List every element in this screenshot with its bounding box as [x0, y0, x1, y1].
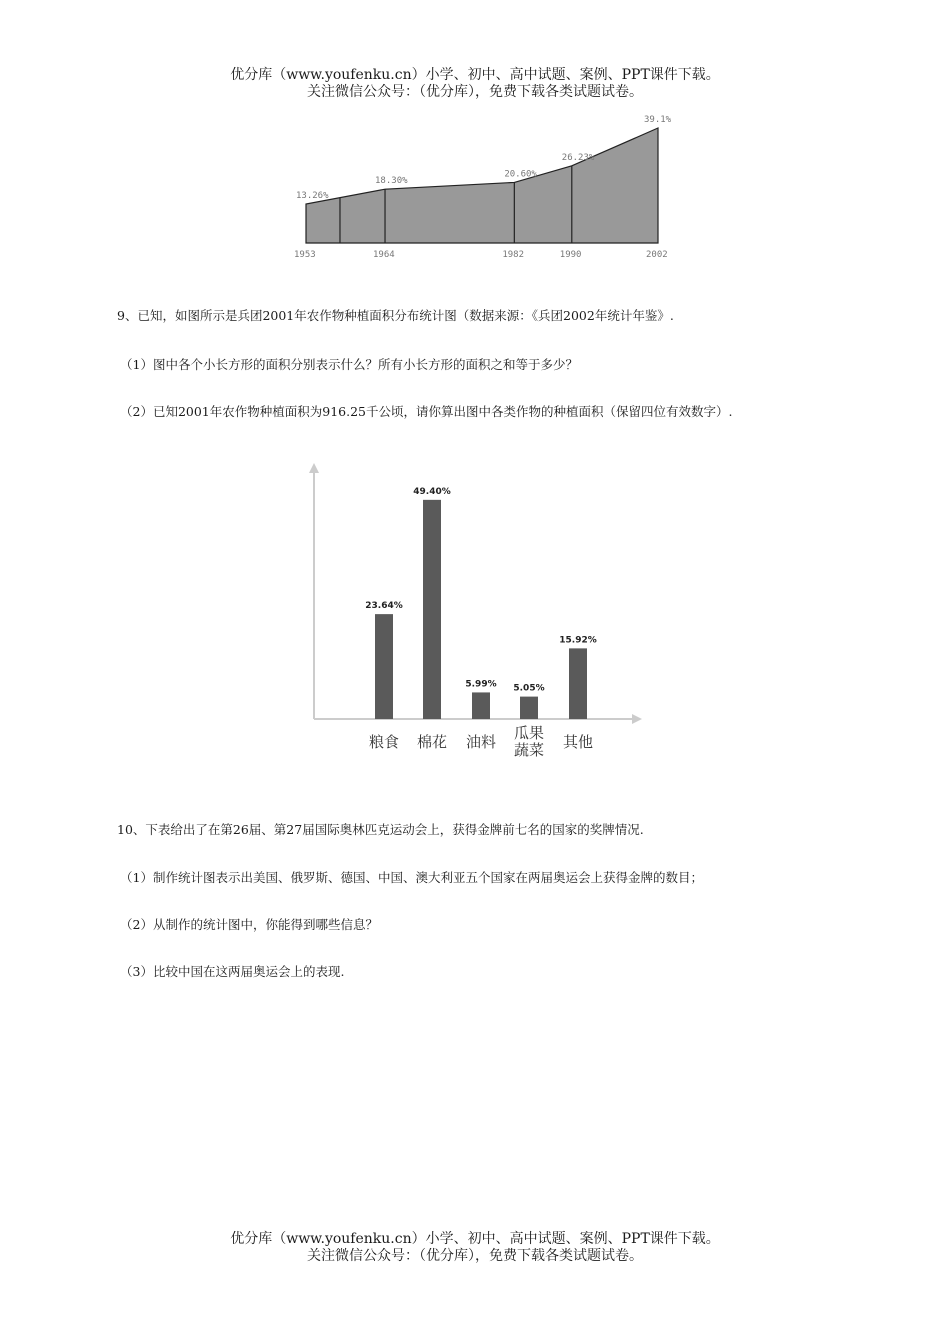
bar [472, 692, 490, 719]
bar-category-label: 蔬菜 [513, 741, 545, 759]
bar-value-label: 15.92% [559, 635, 597, 646]
area-value-label: 18.30% [375, 176, 408, 187]
page-footer [0, 1231, 950, 1265]
bar-category-label: 棉花 [416, 733, 448, 751]
bar-value-label: 5.05% [513, 683, 545, 694]
y-axis-arrow [309, 463, 319, 473]
footer-line-2: 关注微信公众号：（优分库），免费下载各类试题试卷。 [307, 1248, 643, 1264]
bar [375, 614, 393, 719]
bar-category-label: 粮食 [368, 733, 400, 751]
header-line-1: 优分库（www.youfenku.cn）小学、初中、高中试题、案例、PPT课件下载。 [230, 67, 720, 83]
bar [569, 648, 587, 719]
bar-value-label: 49.40% [413, 486, 451, 497]
question-9-part-1: （1）图中各个小长方形的面积分别表示什么？所有小长方形的面积之和等于多少？ [120, 357, 578, 372]
bar-chart [290, 455, 660, 775]
area-x-tick-label: 1982 [502, 250, 525, 260]
bar-category-label: 油料 [465, 733, 497, 751]
question-10-part-3: （3）比较中国在这两届奥运会上的表现. [120, 964, 345, 979]
area-x-tick-label: 2002 [646, 250, 668, 260]
bar-category-label: 瓜果 [513, 724, 545, 742]
bar-value-label: 23.64% [365, 601, 403, 612]
area-value-label: 13.26% [296, 191, 329, 201]
question-10-stem: 10、下表给出了在第26届、第27届国际奥林匹克运动会上，获得金牌前七名的国家的奖牌情况. [117, 822, 644, 837]
footer-line-1: 优分库（www.youfenku.cn）小学、初中、高中试题、案例、PPT课件下载。 [230, 1231, 720, 1247]
bar [520, 697, 538, 719]
area-fill [306, 128, 658, 243]
question-9-stem: 9、已知，如图所示是兵团2001年农作物种植面积分布统计图（数据来源：《兵团2002年统计年鉴》. [117, 308, 674, 323]
page-header [0, 67, 950, 101]
area-x-tick-label: 1990 [559, 250, 582, 260]
question-10-part-1: （1）制作统计图表示出美国、俄罗斯、德国、中国、澳大利亚五个国家在两届奥运会上获得金牌的数目； [120, 870, 703, 885]
area-x-tick-label: 1953 [294, 250, 316, 260]
area-x-tick-label: 1964 [373, 250, 395, 260]
area-value-label: 20.60% [504, 169, 537, 180]
x-axis-arrow [632, 714, 642, 724]
bar-category-label: 其他 [562, 733, 594, 751]
question-9-part-2: （2）已知2001年农作物种植面积为916.25千公顷，请你算出图中各类作物的种植面积（保留四位有效数字）. [120, 404, 733, 419]
area-value-label: 39.1% [644, 115, 672, 125]
area-chart [290, 108, 680, 268]
question-10-part-2: （2）从制作的统计图中，你能得到哪些信息？ [120, 917, 378, 932]
bar [423, 500, 441, 719]
bar-value-label: 5.99% [465, 679, 497, 690]
area-value-label: 26.23% [561, 152, 595, 163]
header-line-2: 关注微信公众号：（优分库），免费下载各类试题试卷。 [307, 84, 643, 100]
